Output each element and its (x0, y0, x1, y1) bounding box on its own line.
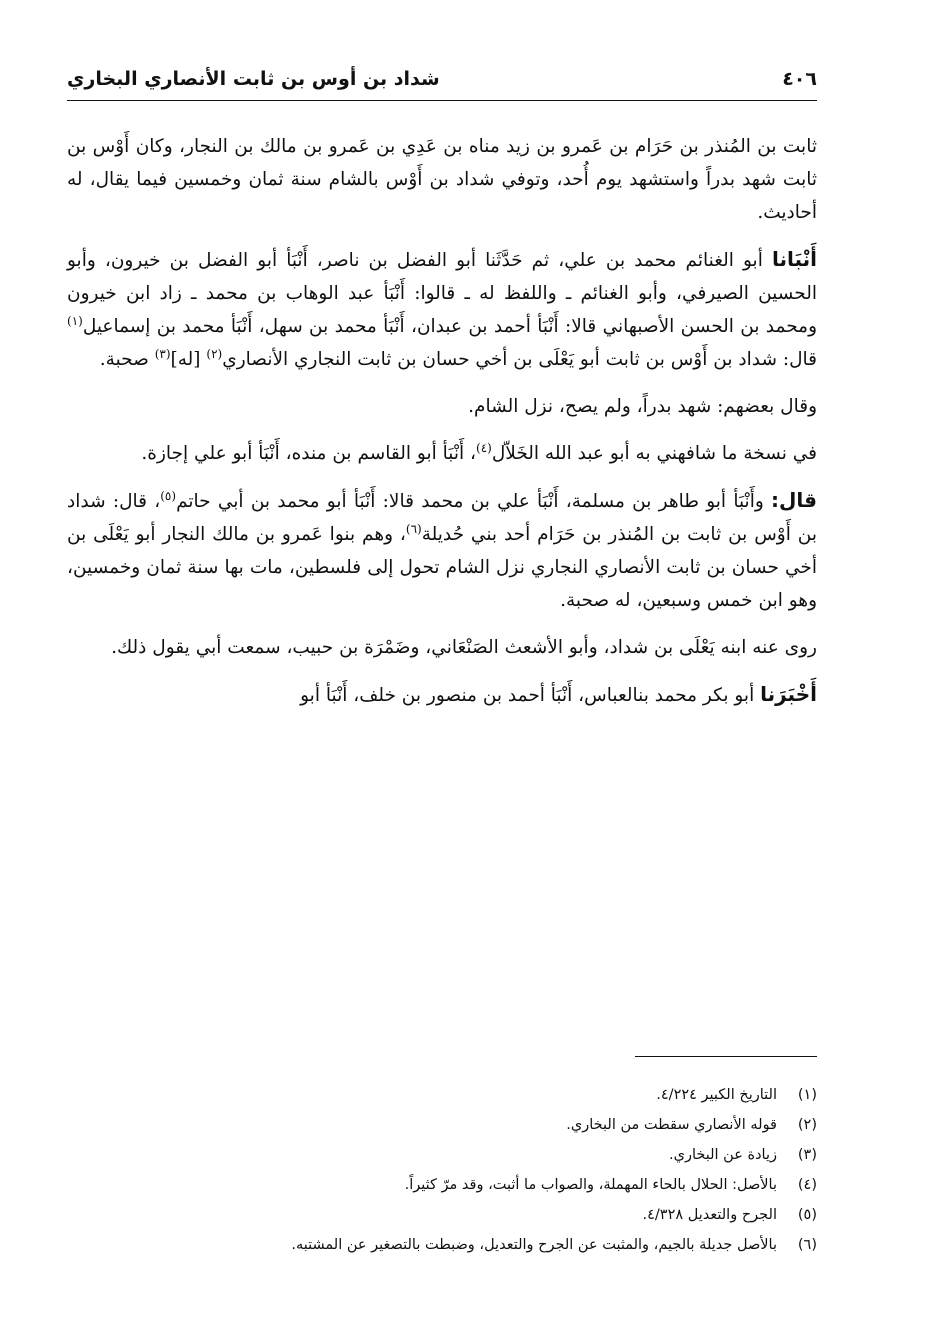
footnote-number: (٣) (797, 1147, 817, 1163)
footnote-item (67, 1140, 817, 1170)
text-run: أبو الغنائم محمد بن علي، ثم حَدَّثَنا أبو الفضل بن ناصر، أَنْبَأ أبو الفضل بن خيرون، وأبو الحسين الصيرفي، وأبو الغنائم ـ واللفظ له ـ قالوا: أَنْبَأ عبد الوهاب بن محمد ـ زاد ابن خيرون ومحمد بن الحسن الأصبهاني قالا: أَنْبَأ أحمد بن عبدان، أَنْبَأ محمد بن سهل، أَنْبَأ محمد بن إسماعيل (67, 250, 817, 337)
footnote-number: (٤) (797, 1177, 817, 1193)
main-text (67, 130, 817, 726)
text-run: وقال بعضهم: شهد بدراً، ولم يصح، نزل الشام. (468, 396, 817, 417)
paragraph (67, 390, 817, 423)
footnote-reference: (٥) (160, 488, 177, 503)
footnote-item (67, 1080, 817, 1110)
footnote-text: قوله الأنصاري سقطت من البخاري. (566, 1117, 777, 1133)
footnote-text: الجرح والتعديل ٤/٣٢٨. (642, 1207, 777, 1223)
text-run: أبو بكر محمد بنالعباس، أَنْبَأ أحمد بن منصور بن خلف، أَنْبَأ أبو (300, 685, 761, 706)
paragraph (67, 678, 817, 712)
footnote-item (67, 1110, 817, 1140)
paragraph (67, 437, 817, 470)
paragraph-lead-word: قال: (771, 488, 817, 512)
text-run: ثابت بن المُنذر بن حَرَام بن عَمرو بن زيد مناه بن عَدِي بن عَمرو بن مالك بن النجار، وكان أَوْس بن ثابت شهد بدراً واستشهد يوم أُحد، وتوفي شداد بن أَوْس بالشام سنة ثمان وخمسين فيما يقال، له أحاديث. (67, 136, 817, 223)
footnote-number: (١) (797, 1087, 817, 1103)
footnote-reference: (١) (67, 313, 83, 328)
footnote-number: (٢) (797, 1117, 817, 1133)
footnote-reference: (٦) (405, 521, 422, 536)
text-run: وأَنْبَأ أبو طاهر بن مسلمة، أَنْبَأ علي بن محمد قالا: أَنْبَأ أبو محمد بن أبي حاتم (176, 491, 772, 512)
text-run: قال: شداد بن أَوْس بن ثابت أبو يَعْلَى بن أخي حسان بن ثابت النجاري الأنصاري (222, 349, 817, 370)
footnote-separator (635, 1056, 817, 1057)
text-run: روى عنه ابنه يَعْلَى بن شداد، وأبو الأشعث الصَنْعَاني، وضَمْرَة بن حبيب، سمعت أبي يقول ذلك. (111, 637, 817, 658)
text-run: ، وهم بنوا عَمرو بن مالك النجار أبو يَعْلَى بن أخي حسان بن ثابت الأنصاري النجاري نزل الشام تحول إلى فلسطين، مات بها سنة ثمان وخمسين، وهو ابن خمس وسبعين، له صحبة. (67, 524, 817, 611)
footnote-number: (٦) (797, 1237, 817, 1253)
page-number: ٤٠٦ (782, 68, 817, 90)
paragraph (67, 484, 817, 617)
footnote-text: زيادة عن البخاري. (669, 1147, 777, 1163)
text-run: [له] (170, 349, 207, 370)
paragraph (67, 243, 817, 376)
text-run: في نسخة ما شافهني به أبو عبد الله الخَلاّل (491, 443, 817, 464)
running-title: شداد بن أوس بن ثابت الأنصاري البخاري (67, 68, 440, 90)
text-run: ، أَنْبَأ أبو القاسم بن منده، أَنْبَأ أبو علي إجازة. (141, 443, 477, 464)
footnote-item (67, 1170, 817, 1200)
footnote-reference: (٣) (154, 346, 171, 361)
text-run: صحبة. (99, 349, 155, 370)
paragraph (67, 631, 817, 664)
paragraph (67, 130, 817, 229)
footnote-text: التاريخ الكبير ٤/٢٢٤. (656, 1087, 777, 1103)
footnote-reference: (٤) (476, 440, 492, 455)
text-run: ، قال: شداد بن أَوْس بن ثابت بن المُنذر بن حَرَام أحد بني حُديلة (67, 491, 818, 545)
paragraph-lead-word: أَخْبَرَنا (760, 682, 817, 706)
footnote-item (67, 1230, 817, 1260)
footnote-item (67, 1200, 817, 1230)
footnotes (67, 1080, 817, 1260)
footnote-text: بالأصل جديلة بالجيم، والمثبت عن الجرح والتعديل، وضبطت بالتصغير عن المشتبه. (291, 1237, 777, 1253)
running-header (67, 64, 817, 101)
footnote-reference: (٢) (206, 346, 223, 361)
footnote-number: (٥) (797, 1207, 817, 1223)
footnote-text: بالأصل: الحلال بالحاء المهملة، والصواب ما أثبت، وقد مرّ كثيراً. (404, 1177, 777, 1193)
paragraph-lead-word: أَنْبَانا (771, 247, 817, 271)
